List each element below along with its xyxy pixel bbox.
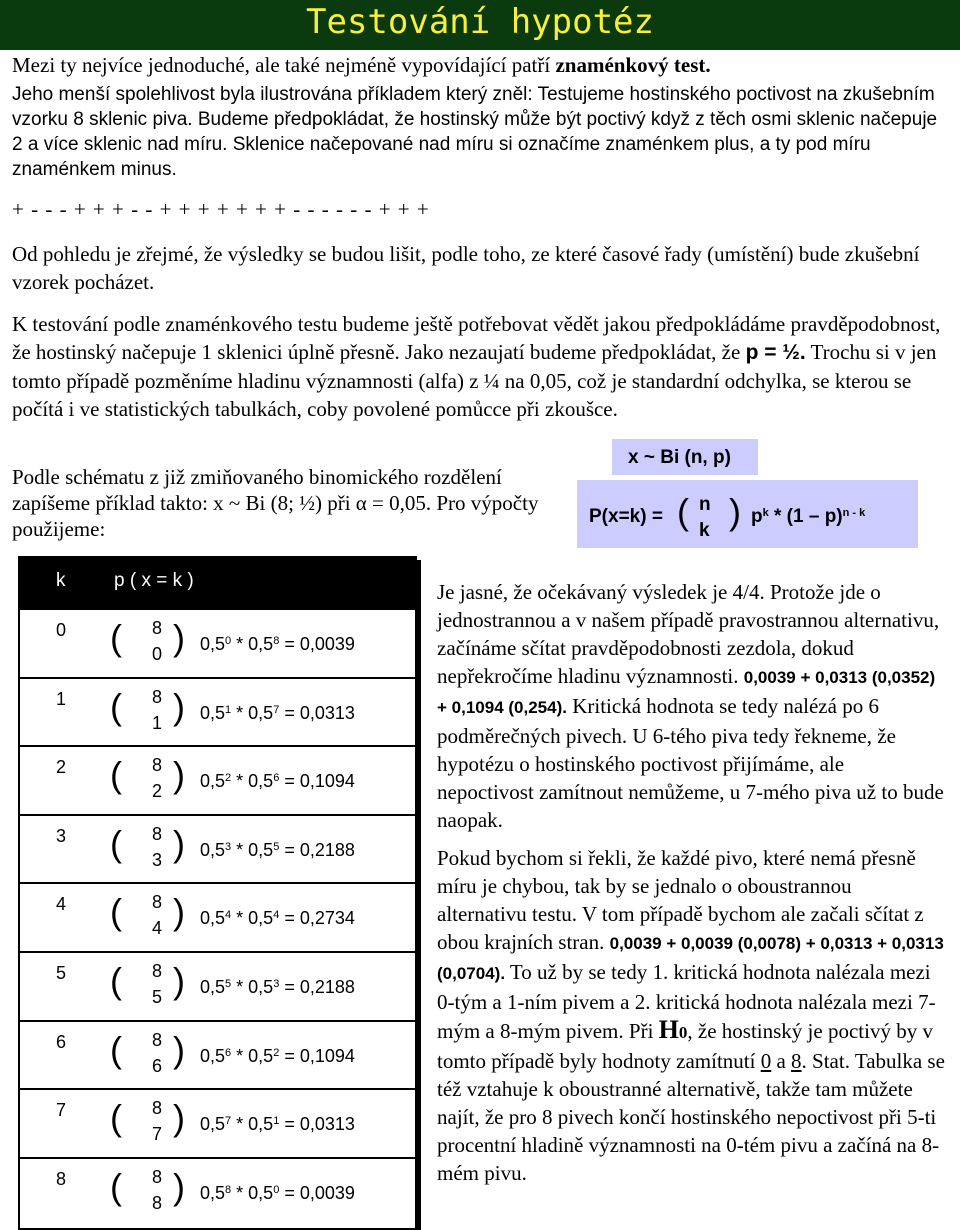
header-k: k — [56, 570, 66, 591]
h0-sub: 0 — [678, 1023, 688, 1042]
left-paren-icon: ( — [110, 891, 122, 933]
row-result: 0,1094 — [299, 771, 355, 792]
table-row — [20, 951, 415, 1021]
table-header — [20, 558, 415, 608]
row-k: 6 — [56, 1031, 67, 1052]
row-result: 0,2188 — [299, 977, 355, 997]
table-row — [20, 1088, 415, 1158]
binom-bottom: k — [699, 520, 710, 541]
left-paren-icon: ( — [110, 822, 122, 864]
row-binom-bottom: 6 — [152, 1055, 163, 1076]
row-k: 7 — [56, 1100, 67, 1121]
intro-paragraph-5: Podle schématu z již zmiňovaného binomického rozdělení zapíšeme příklad takto: x ~ Bi (8; ½) při α = 0,05. Pro výpočty použijeme: — [12, 465, 539, 541]
row-exp-1: 1 — [225, 703, 232, 716]
row-exp-1: 2 — [225, 772, 232, 785]
row-k: 0 — [56, 620, 67, 640]
row-k: 5 — [56, 963, 67, 983]
row-value: $0,5^0 * 0,5^8 = 0,0039$ — [200, 634, 355, 654]
sign-sequence: + - - - + + + - - + + + + + + + - - - - - - + + + — [12, 197, 430, 221]
row-value: $0,5^4 * 0,5^4 = 0,2734$ — [200, 908, 355, 929]
h0-main: H — [658, 1015, 679, 1044]
row-exp-2: 1 — [273, 1115, 280, 1128]
row-binom-top: 8 — [152, 892, 163, 913]
row-exp-1: 8 — [225, 1183, 232, 1196]
intro-p4-a: K testování podle znaménkového testu budeme ještě potřebovat vědět jakou předpokládáme pravděpodobnost, že hostinský načepuje 1 sklenici úplně přesně. Jako nezaujatí budeme předpokládat, že — [12, 312, 941, 364]
row-exp-1: 7 — [225, 1115, 232, 1128]
formula-mid: * (1 – p) — [768, 506, 843, 527]
right-paragraph-2 — [437, 844, 945, 1187]
intro-paragraph-4 — [12, 310, 948, 423]
page-title: Testování hypotéz — [306, 2, 654, 42]
left-paren-icon: ( — [110, 960, 122, 1001]
formula-box — [577, 480, 918, 548]
row-binom-bottom: 5 — [152, 987, 163, 1007]
right-paren-icon: ) — [173, 754, 185, 796]
table-row — [20, 1157, 415, 1227]
row-binom-bottom: 8 — [152, 1192, 163, 1213]
intro-paragraph-3: Od pohledu je zřejmé, že výsledky se budou lišit, podle toho, ze které časové řady (umístění) bude zkušební vzorek pocházet. — [12, 242, 920, 294]
table-row — [20, 882, 415, 952]
left-paren-icon: ( — [110, 617, 122, 658]
row-exp-2: 3 — [273, 978, 280, 990]
right-p1-bold: 0,0039 + 0,0313 (0,0352) + 0,1094 (0,254). — [437, 668, 936, 717]
intro-p4-bold: p = ½. — [745, 341, 806, 364]
formula-rhs — [751, 506, 865, 528]
row-binom-top: 8 — [152, 755, 163, 776]
distribution-box — [612, 439, 758, 475]
row-value: $0,5^2 * 0,5^6 = 0,1094$ — [200, 771, 355, 792]
right-p2-c: , že hostinský je poctivý by v tomto případě byly hodnoty zamítnutí — [437, 1019, 933, 1073]
table-row — [20, 1020, 415, 1090]
intro-line-1-bold: znaménkový test. — [555, 53, 711, 77]
row-result: 0,2188 — [299, 839, 355, 860]
row-exp-2: 5 — [273, 840, 280, 853]
row-exp-2: 4 — [273, 909, 280, 922]
row-exp-1: 4 — [225, 909, 232, 922]
row-binom-bottom: 2 — [152, 781, 163, 802]
row-binom-top: 8 — [152, 1098, 163, 1119]
header-p: p ( x = k ) — [114, 570, 194, 591]
row-exp-2: 8 — [273, 635, 280, 647]
row-binom-top: 8 — [152, 686, 163, 707]
row-result: 0,0039 — [299, 1182, 355, 1203]
table-row — [20, 677, 415, 747]
right-p2-and: a — [776, 1049, 786, 1073]
distribution-label: x ~ Bi (n, p) — [628, 447, 731, 468]
reject-value-0: 0 — [760, 1049, 772, 1073]
table-row — [20, 608, 415, 678]
row-k: 4 — [56, 894, 67, 915]
row-exp-2: 0 — [273, 1183, 280, 1196]
row-value: $0,5^6 * 0,5^2 = 0,1094$ — [200, 1045, 355, 1066]
right-paren-icon: ) — [173, 1028, 185, 1070]
table-row — [20, 745, 415, 815]
row-result: 0,0039 — [299, 634, 355, 654]
left-paren-icon: ( — [110, 1097, 122, 1139]
row-binom-bottom: 1 — [152, 712, 163, 733]
table-row — [20, 814, 415, 884]
row-binom-top: 8 — [152, 1029, 163, 1050]
right-p1-b: Kritická hodnota se tedy nalézá po 6 podměrečných pivech. U 6-tého piva tedy řekneme, že hypotézu o hostinského poctivost přijímáme, ale nepoctivost zamítnout nemůžeme, u 7-mého piva už to bude naopak. — [437, 694, 944, 832]
row-binom-bottom: 0 — [152, 644, 163, 664]
formula-p: p — [751, 506, 763, 527]
row-binom-bottom: 4 — [152, 918, 163, 939]
right-p1-a: Je jasné, že očekávaný výsledek je 4/4. Protože jde o jednostrannou a v našem případě pravostrannou alternativu, začínáme sčítat pravděpodobnosti zezdola, dokud nepřekročíme hladinu významnosti. — [437, 580, 940, 688]
intro-line-1-text: Mezi ty nejvíce jednoduché, ale také nejméně vypovídající patří — [12, 53, 551, 77]
row-result: 0,1094 — [299, 1045, 355, 1066]
left-paren-icon: ( — [110, 685, 122, 727]
left-paren-icon: ( — [110, 1028, 122, 1070]
row-binom-top: 8 — [152, 961, 163, 981]
row-value: $0,5^1 * 0,5^7 = 0,0313$ — [200, 702, 355, 723]
row-exp-1: 6 — [225, 1046, 232, 1059]
row-result: 0,0313 — [299, 1114, 355, 1135]
right-p2-b: To už by se tedy 1. kritická hodnota nalézala mezi 0-tým a 1-ním pivem a 2. kritická hodnota nalézala mezi 7-mým a 8-mým pivem. Při — [437, 960, 936, 1043]
row-value: $0,5^8 * 0,5^0 = 0,0039$ — [200, 1182, 355, 1203]
formula-q-exp: n - k — [842, 507, 866, 519]
row-exp-1: 0 — [225, 635, 232, 647]
row-k: 1 — [56, 688, 67, 709]
row-k: 3 — [56, 825, 67, 846]
row-exp-2: 7 — [273, 703, 280, 716]
binom-top: n — [699, 494, 711, 515]
right-paren-icon: ) — [173, 1165, 185, 1207]
intro-paragraph-2: Jeho menší spolehlivost byla ilustrována příkladem který zněl: Testujeme hostinského poctivost na zkušebním vzorku 8 sklenic piva. Budeme předpokládat, že hostinský může být poctivý když z těch osmi sklenic načepuje 2 a více sklenic nad míru. Sklenice načepované nad míru si označíme znaménkem plus, a ty pod míru znaménkem minus. — [12, 84, 938, 180]
right-paren-icon: ) — [173, 617, 185, 658]
right-paragraph-1 — [437, 578, 945, 834]
right-paren-icon: ) — [173, 822, 185, 864]
formula-lhs: P(x=k) = — [589, 506, 663, 527]
row-binom-top: 8 — [152, 618, 163, 638]
row-exp-2: 6 — [273, 772, 280, 785]
intro-line-1 — [12, 52, 952, 78]
h0-symbol — [659, 1015, 688, 1044]
right-paren-icon: ) — [173, 1097, 185, 1139]
intro-p4-b: Trochu si v jen tomto případě pozměníme hladinu významnosti (alfa) z ¼ na 0,05, což je standardní odchylka, se kterou se počítá i ve statistických tabulkách, coby povolené pomůcce při zkoušce. — [12, 340, 937, 421]
row-exp-1: 5 — [225, 978, 232, 990]
right-p2-a: Pokud bychom si řekli, že každé pivo, které nemá přesně míru je chybou, tak by se jednalo o oboustrannou alternativu testu. V tom případě bychom ale začali sčítat z obou krajních stran. — [437, 846, 924, 954]
row-value: $0,5^3 * 0,5^5 = 0,2188$ — [200, 839, 355, 860]
formula-p-exp: k — [762, 507, 769, 519]
row-binom-bottom: 3 — [152, 849, 163, 870]
right-p2-bold: 0,0039 + 0,0039 (0,0078) + 0,0313 + 0,0313 (0,0704). — [437, 934, 944, 983]
right-paren-icon: ) — [173, 891, 185, 933]
right-paren-icon: ) — [173, 960, 185, 1001]
row-k: 8 — [56, 1168, 67, 1189]
left-paren-icon: ( — [110, 754, 122, 796]
right-paren-icon: ) — [173, 685, 185, 727]
row-k: 2 — [56, 757, 67, 778]
row-exp-2: 2 — [273, 1046, 280, 1059]
row-result: 0,2734 — [299, 908, 355, 929]
row-result: 0,0313 — [299, 702, 355, 723]
row-exp-1: 3 — [225, 840, 232, 853]
probability-table — [18, 556, 417, 1230]
row-binom-top: 8 — [152, 823, 163, 844]
left-paren-icon: ( — [110, 1165, 122, 1207]
right-p2-d: . Stat. Tabulka se též vztahuje k oboustranné alternativě, takže tam můžete najít, že pro 8 pivech končí hostinského nepoctivost při 5-ti procentní hladině významnosti na 0-tém pivu a začíná na 8-mém pivu. — [437, 1049, 945, 1185]
row-value: $0,5^5 * 0,5^3 = 0,2188$ — [200, 977, 355, 997]
reject-value-8: 8 — [791, 1049, 802, 1073]
row-binom-bottom: 7 — [152, 1124, 163, 1145]
row-binom-top: 8 — [152, 1166, 163, 1187]
right-paren-icon: ) — [729, 491, 741, 532]
row-value: $0,5^7 * 0,5^1 = 0,0313$ — [200, 1114, 355, 1135]
left-paren-icon: ( — [677, 491, 689, 532]
